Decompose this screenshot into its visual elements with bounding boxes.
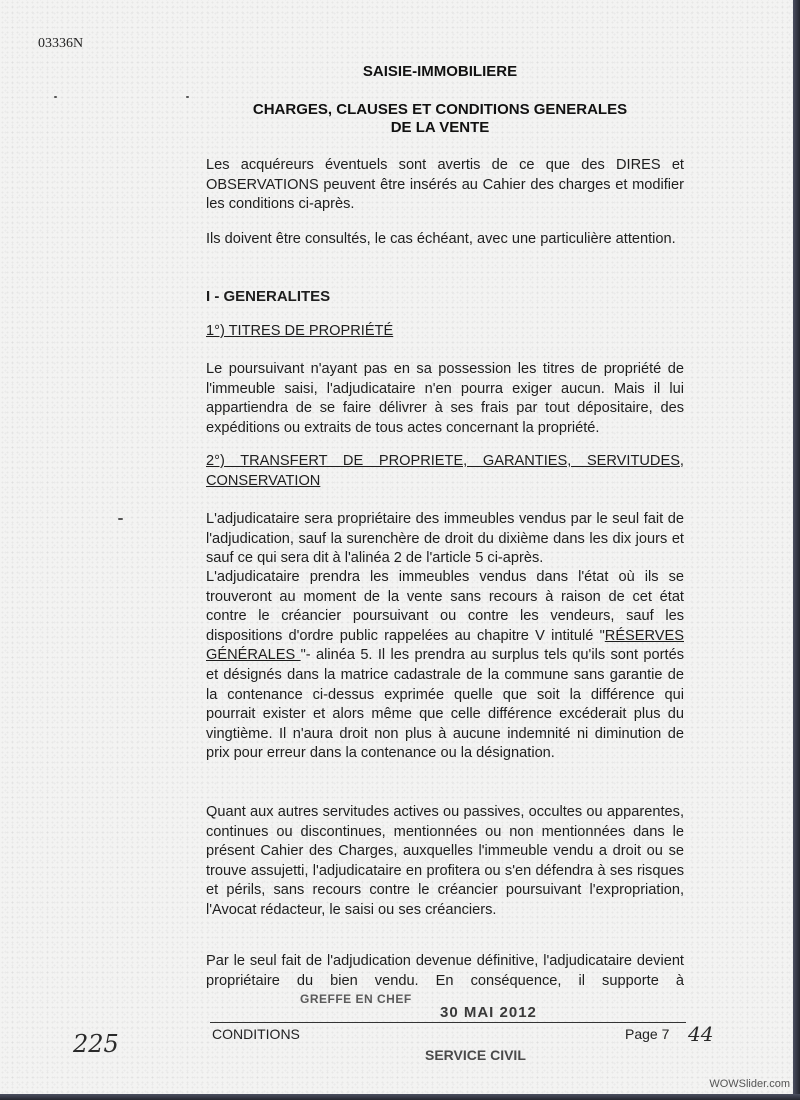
document-subtitle [200,101,680,137]
handwritten-number-left: 225 [73,1030,119,1058]
date-stamp: 30 MAI 2012 [440,1004,537,1021]
subsection-2-paragraph-1 [206,510,684,569]
subsection-2-heading [206,452,684,491]
subsection-2-text-2 [206,568,684,764]
watermark: WOWSlider.com [709,1078,790,1090]
footer-section-label: CONDITIONS [212,1026,300,1042]
document-title: SAISIE-IMMOBILIERE [362,63,518,80]
paragraph-2-end: "- alinéa 5. Il les prendra au surplus tels qu'ils sont portés et désignés dans la matrice cadastrale de la commune sans garantie de la contenance ci-dessus exprimée quelle que soit la différence qui pourrait exister et alors même que celle différence excéderait plus du vingtième. Il n'aura droit non plus à aucune indemnité ni diminution de prix pour erreur dans la contenance ou la désignation. [206,647,684,762]
scan-speck [118,518,123,520]
paragraph-2-start: L'adjudicataire prendra les immeubles vendus dans l'état où ils se trouveront au moment de la vente sans recours à raison de cet état contre le créancier poursuivant ou contre les vendeurs, sauf les dispositions d'ordre public rappelées au chapitre V intitulé " [206,569,684,644]
subsection-2-text-1: L'adjudicataire sera propriétaire des immeubles vendus par le seul fait de l'adjudication, sauf la surenchère de droit du dixième dans les dix jours et sauf ce qui sera dit à l'alinéa 2 de l'article 5 ci-après. [206,511,684,567]
service-stamp: SERVICE CIVIL [425,1047,526,1063]
section-heading: I - GENERALITES [206,288,331,305]
page-number: Page 7 [625,1026,670,1042]
subtitle-line-2: DE LA VENTE [390,119,490,136]
subsection-2-paragraph-2 [206,568,684,764]
subsection-1-heading: 1°) TITRES DE PROPRIÉTÉ [206,323,394,339]
subsection-1-text: Le poursuivant n'ayant pas en sa possession les titres de propriété de l'immeuble saisi, l'adjudicataire n'en pourra exiger aucun. Mais il lui appartiendra de se faire délivrer à ses frais par tout dépositaire, des expéditions ou extraits de tous actes concernant la propriété. [206,361,684,436]
subsection-1-paragraph [206,360,684,438]
scan-speck [54,96,57,98]
subsection-2-text-4: Par le seul fait de l'adjudication devenue définitive, l'adjudicataire devient propriétaire du bien vendu. En conséquence, il supporte à [206,953,684,989]
subsection-2-paragraph-4 [206,952,684,991]
subsection-2-heading-line-2: CONSERVATION [206,472,321,489]
intro-text-2: Ils doivent être consultés, le cas échéant, avec une particulière attention. [206,231,676,247]
intro-text: Les acquéreurs éventuels sont avertis de ce que des DIRES et OBSERVATIONS peuvent être insérés au Cahier des charges et modifier les conditions ci-après. [206,157,684,213]
subtitle-line-1: CHARGES, CLAUSES ET CONDITIONS GENERALES [252,101,628,118]
reference-code: 03336N [38,36,84,51]
subsection-2-paragraph-3 [206,803,684,921]
intro-paragraph-2 [206,230,684,250]
handwritten-number-right: 44 [688,1022,714,1046]
greffe-stamp: GREFFE EN CHEF [300,992,412,1006]
intro-paragraph [206,156,684,215]
subsection-2-heading-line-1: 2°) TRANSFERT DE PROPRIETE, GARANTIES, SERVITUDES, [206,453,684,469]
subsection-2-text-3: Quant aux autres servitudes actives ou passives, occultes ou apparentes, continues ou discontinues, mentionnées ou non mentionnées dans le présent Cahier des Charges, auxquelles l'immeuble vendu a droit ou se trouve assujetti, l'adjudicataire en profitera ou s'en défendra à ses risques et périls, sans recours contre le créancier poursuivant l'expropriation, l'Avocat rédacteur, le saisi ou ses créanciers. [206,804,684,918]
scan-speck [186,96,189,98]
footer-divider [210,1022,686,1023]
reserves-generales-reference: RÉSERVES GÉNÉRALES [206,627,684,664]
frame-edge-right [793,0,800,1100]
frame-edge-bottom [0,1094,800,1100]
